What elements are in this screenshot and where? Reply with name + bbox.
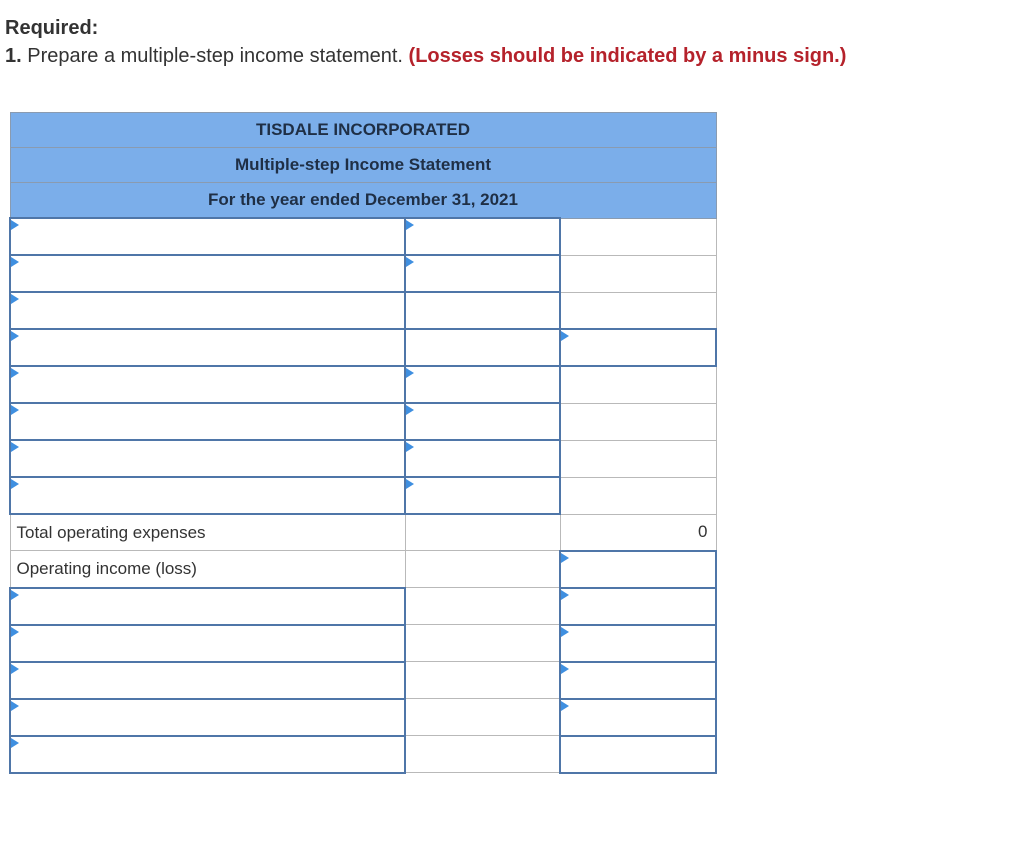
required-heading: Required: [5, 17, 99, 39]
instructions [5, 14, 846, 70]
statement-period: For the year ended December 31, 2021 [10, 183, 716, 219]
table-row [10, 403, 716, 440]
total-input[interactable] [560, 329, 716, 366]
amount-cell [405, 588, 560, 625]
amount-input[interactable] [405, 403, 560, 440]
requirement-number: 1. [5, 45, 22, 67]
total-cell [560, 366, 716, 403]
line-item-dropdown[interactable] [10, 218, 405, 255]
table-row [10, 699, 716, 736]
line-item-dropdown[interactable] [10, 292, 405, 329]
total-input[interactable] [560, 699, 716, 736]
table-row [10, 218, 716, 255]
line-item-dropdown[interactable] [10, 588, 405, 625]
statement-title: Multiple-step Income Statement [10, 148, 716, 183]
table-row [10, 292, 716, 329]
table-row [10, 588, 716, 625]
company-name: TISDALE INCORPORATED [10, 113, 716, 148]
total-input[interactable] [560, 625, 716, 662]
table-row [10, 366, 716, 403]
table-row [10, 662, 716, 699]
line-item-dropdown[interactable] [10, 477, 405, 514]
total-cell [560, 292, 716, 329]
line-item-dropdown[interactable] [10, 329, 405, 366]
operating-income-input[interactable] [560, 551, 716, 588]
income-statement-table [9, 112, 717, 774]
line-item-dropdown[interactable] [10, 662, 405, 699]
amount-cell [405, 662, 560, 699]
amount-input[interactable] [405, 366, 560, 403]
table-row [10, 477, 716, 514]
total-cell [560, 218, 716, 255]
requirement-item [5, 42, 846, 70]
amount-cell [405, 625, 560, 662]
total-cell [560, 255, 716, 292]
line-item-dropdown[interactable] [10, 403, 405, 440]
line-item-dropdown[interactable] [10, 625, 405, 662]
amount-cell [405, 551, 560, 588]
total-cell [560, 477, 716, 514]
line-item-dropdown[interactable] [10, 699, 405, 736]
table-row [10, 625, 716, 662]
total-cell [560, 403, 716, 440]
operating-income-row [10, 551, 716, 588]
line-item-dropdown[interactable] [10, 255, 405, 292]
amount-cell [405, 514, 560, 551]
requirement-note: (Losses should be indicated by a minus sign.) [408, 45, 847, 67]
amount-cell [405, 329, 560, 366]
line-item-dropdown[interactable] [10, 366, 405, 403]
total-operating-expenses-row [10, 514, 716, 551]
operating-income-label: Operating income (loss) [10, 551, 405, 588]
amount-input[interactable] [405, 292, 560, 329]
amount-cell [405, 736, 560, 773]
total-cell [560, 440, 716, 477]
amount-cell [405, 699, 560, 736]
line-item-dropdown[interactable] [10, 736, 405, 773]
table-row [10, 440, 716, 477]
total-input[interactable] [560, 662, 716, 699]
total-operating-expenses-label: Total operating expenses [10, 514, 405, 551]
table-row [10, 255, 716, 292]
table-row [10, 329, 716, 366]
total-operating-expenses-value: 0 [560, 514, 716, 551]
total-input[interactable] [560, 736, 716, 773]
amount-input[interactable] [405, 218, 560, 255]
amount-input[interactable] [405, 255, 560, 292]
requirement-text: Prepare a multiple-step income statement. [27, 45, 403, 67]
amount-input[interactable] [405, 440, 560, 477]
table-row [10, 736, 716, 773]
amount-input[interactable] [405, 477, 560, 514]
line-item-dropdown[interactable] [10, 440, 405, 477]
total-input[interactable] [560, 588, 716, 625]
